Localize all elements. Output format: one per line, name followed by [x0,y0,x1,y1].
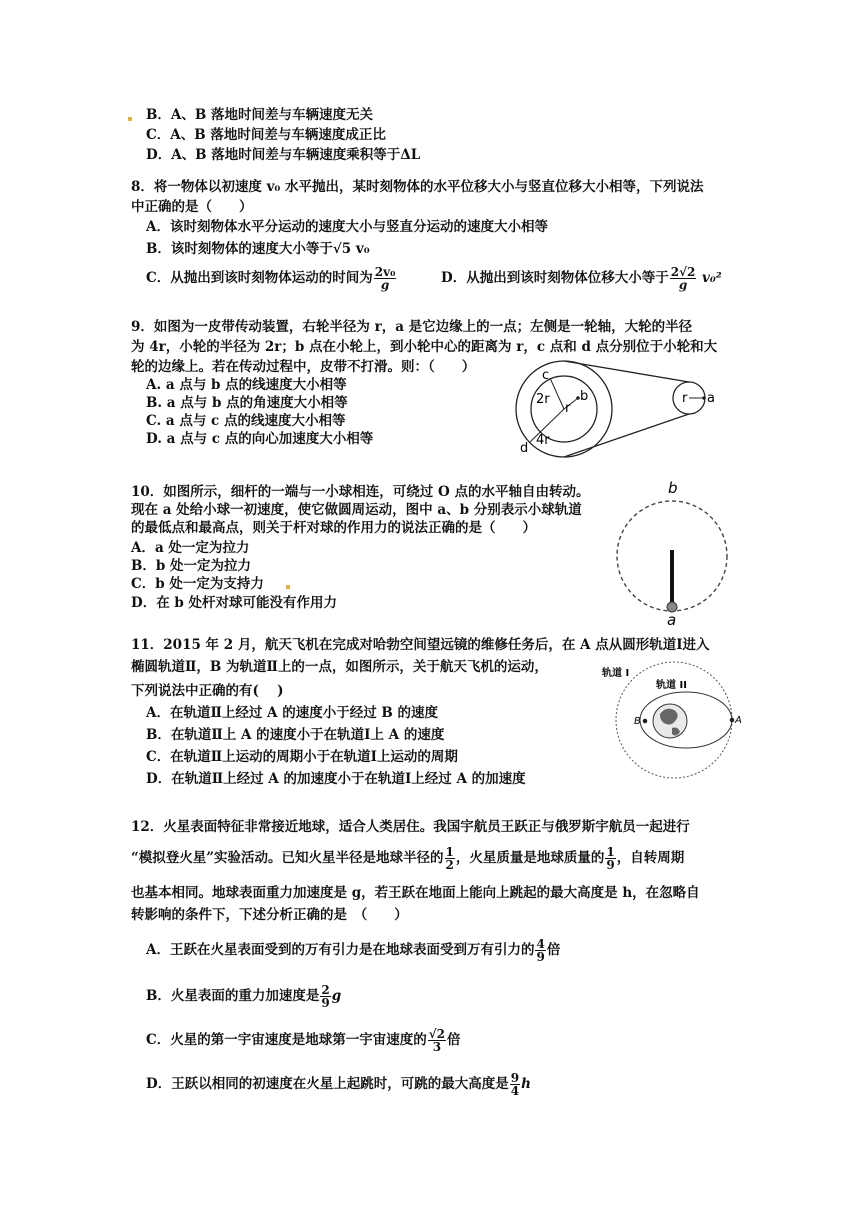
q8-option-c [146,266,397,291]
q12-stem-line2 [131,846,684,871]
fraction-denominator: 3 [432,1040,442,1054]
q9-stem-line1: 9．如图为一皮带传动装置，右轮半径为 r，a 是它边缘上的一点；左侧是一轮轴，大轮的半径 [131,319,693,335]
q9-belt-diagram [508,358,728,460]
q9-option-b: B. a 点与 b 点的角速度大小相等 [146,395,348,411]
q12-option-a-fraction [535,938,545,963]
label-B: B [634,716,641,727]
q10-option-b: B．b 处一定为拉力 [131,558,252,574]
label-2r: 2r [536,392,550,407]
q12-option-d-text: D．王跃以相同的初速度在火星上起跳时，可跳的最大高度是 [146,1076,509,1092]
q12-stem-line3: 也基本相同。地球表面重力加速度是 g，若王跃在地面上能向上跳起的最大高度是 h，在忽略自 [131,885,700,901]
q9-stem-line2: 为 4r，小轮的半径为 2r；b 点在小轮上，到小轮中心的距离为 r，c 点和 d 点分别位于小轮和大 [131,339,718,355]
q10-stem-line1: 10．如图所示，细杆的一端与一小球相连，可绕过 O 点的水平轴自由转动。 [131,484,590,500]
q12-option-b-text: B．火星表面的重力加速度是 [146,988,320,1004]
q11-option-d: D．在轨道Ⅱ上经过 A 的加速度小于在轨道Ⅰ上经过 A 的加速度 [146,771,526,787]
fraction-numerator: 1 [606,845,615,859]
q9-option-d: D. a 点与 c 点的向心加速度大小相等 [146,431,374,447]
q12-option-d-fraction [510,1072,520,1097]
q8-option-a: A．该时刻物体水平分运动的速度大小与竖直分运动的速度大小相等 [146,219,548,235]
q12-option-c-fraction [428,1028,446,1053]
q10-option-a: A．a 处一定为拉力 [131,540,250,556]
label-c: c [542,368,550,383]
q11-stem-line3: 下列说法中正确的有( ) [131,683,284,699]
q12-option-b [146,984,341,1009]
fraction-denominator: 9 [606,858,615,872]
q12-option-a-suffix: 倍 [546,942,561,958]
q12-option-a-text: A．王跃在火星表面受到的万有引力是在地球表面受到万有引力的 [146,942,535,958]
fraction-numerator: 1 [445,845,454,859]
label-orbit-1: 轨道 I [602,668,630,679]
q10-option-d: D．在 b 处杆对球可能没有作用力 [131,595,338,611]
q11-stem-line1: 11．2015 年 2 月，航天飞机在完成对哈勃空间望远镜的维修任务后，在 A 点从圆形轨道Ⅰ进入 [131,637,710,653]
q7-option-c: C．A、B 落地时间差与车辆速度成正比 [146,127,386,143]
q8-option-c-fraction [374,266,397,291]
point-a [702,396,706,400]
q9-option-a: A. a 点与 b 点的线速度大小相等 [146,377,347,393]
q10-stem-line2: 现在 a 处给小球一初速度，使它做圆周运动，图中 a、b 分别表示小球轨道 [131,502,582,518]
q11-orbit-diagram [598,660,746,784]
fraction-numerator: 2 [321,983,330,997]
label-r-center: r [565,401,571,416]
q12-stem-line2-c: ，自转周期 [616,850,685,866]
q8-option-d-unit: v₀² [702,270,722,286]
q7-option-d: D．A、B 落地时间差与车辆速度乘积等于ΔL [146,147,421,163]
q12-option-a [146,938,560,963]
q12-option-c-suffix: 倍 [447,1032,461,1048]
q12-option-d-suffix: h [521,1076,531,1092]
point-b-marker [643,719,648,724]
q12-stem-line2-a: “模拟登火星”实验活动。已知火星半径是地球半径的 [131,850,444,866]
q11-stem-line2: 椭圆轨道Ⅱ，B 为轨道Ⅱ上的一点，如图所示，关于航天飞机的运动， [131,659,548,675]
fraction-numerator: 2√2 [670,265,696,279]
label-b: b [580,389,589,404]
fraction-denominator: 9 [536,950,545,964]
q12-option-c-text: C．火星的第一宇宙速度是地球第一宇宙速度的 [146,1032,427,1048]
q11-option-b: B．在轨道Ⅱ上 A 的速度小于在轨道Ⅰ上 A 的速度 [146,727,445,743]
fraction-denominator: 4 [510,1084,520,1098]
q12-option-b-suffix: g [331,988,342,1004]
label-4r: 4r [536,433,550,448]
fraction-denominator: g [678,278,688,292]
label-b: b [668,479,678,497]
q8-option-b: B．该时刻物体的速度大小等于√5 v₀ [146,241,370,257]
fraction-numerator: √2 [428,1027,445,1041]
q12-option-c [146,1028,461,1053]
fraction-numerator: 2v₀ [374,265,396,279]
point-a-marker [730,718,735,723]
fraction-denominator: g [380,278,390,292]
label-orbit-2: 轨道 II [656,680,687,691]
q8-option-c-text: C．从抛出到该时刻物体运动的时间为 [146,270,373,286]
q7-option-b: B．A、B 落地时间差与车辆速度无关 [146,107,373,123]
q9-option-c: C. a 点与 c 点的线速度大小相等 [146,413,346,429]
decorative-dot [286,585,290,589]
q11-option-c: C．在轨道Ⅱ上运动的周期小于在轨道Ⅰ上运动的周期 [146,749,458,765]
fraction-numerator: 4 [536,937,545,951]
decorative-dot [128,117,132,121]
q12-stem-line2-b: ，火星质量是地球质量的 [455,850,605,866]
q12-option-d [146,1072,531,1097]
fraction-mass-ratio [605,846,615,871]
q10-option-c: C．b 处一定为支持力 [131,576,264,592]
q10-rod-circle-diagram [608,476,734,626]
label-a: a [667,611,677,626]
label-d: d [520,441,529,456]
label-r-right: r [682,391,688,406]
fraction-denominator: 2 [445,858,454,872]
q8-option-d-text: D．从抛出到该时刻物体位移大小等于 [441,270,669,286]
label-a: a [707,391,715,406]
fraction-radius-ratio [445,846,455,871]
fraction-numerator: 9 [510,1071,520,1085]
q8-option-d [441,266,722,291]
q8-stem-line1: 8．将一物体以初速度 v₀ 水平抛出，某时刻物体的水平位移大小与竖直位移大小相等，下列说法 [131,179,704,195]
belt-top [564,361,689,382]
q8-stem-line2: 中正确的是（ ） [131,199,253,215]
q11-option-a: A．在轨道Ⅱ上经过 A 的速度小于经过 B 的速度 [146,705,439,721]
radius-to-c [550,378,564,409]
fraction-denominator: 9 [321,996,330,1010]
q9-stem-line3: 轮的边缘上。若在传动过程中，皮带不打滑。则：（ ） [131,359,476,375]
q12-stem-line4: 转影响的条件下，下述分析正确的是 （ ） [131,907,408,923]
label-A: A [735,715,742,726]
q8-option-d-fraction [670,266,697,291]
q12-stem-line1: 12．火星表面特征非常接近地球，适合人类居住。我国宇航员王跃正与俄罗斯宇航员一起进行 [131,819,690,835]
q12-option-b-fraction [320,984,330,1009]
q10-stem-line3: 的最低点和最高点，则关于杆对球的作用力的说法正确的是（ ） [131,520,536,536]
